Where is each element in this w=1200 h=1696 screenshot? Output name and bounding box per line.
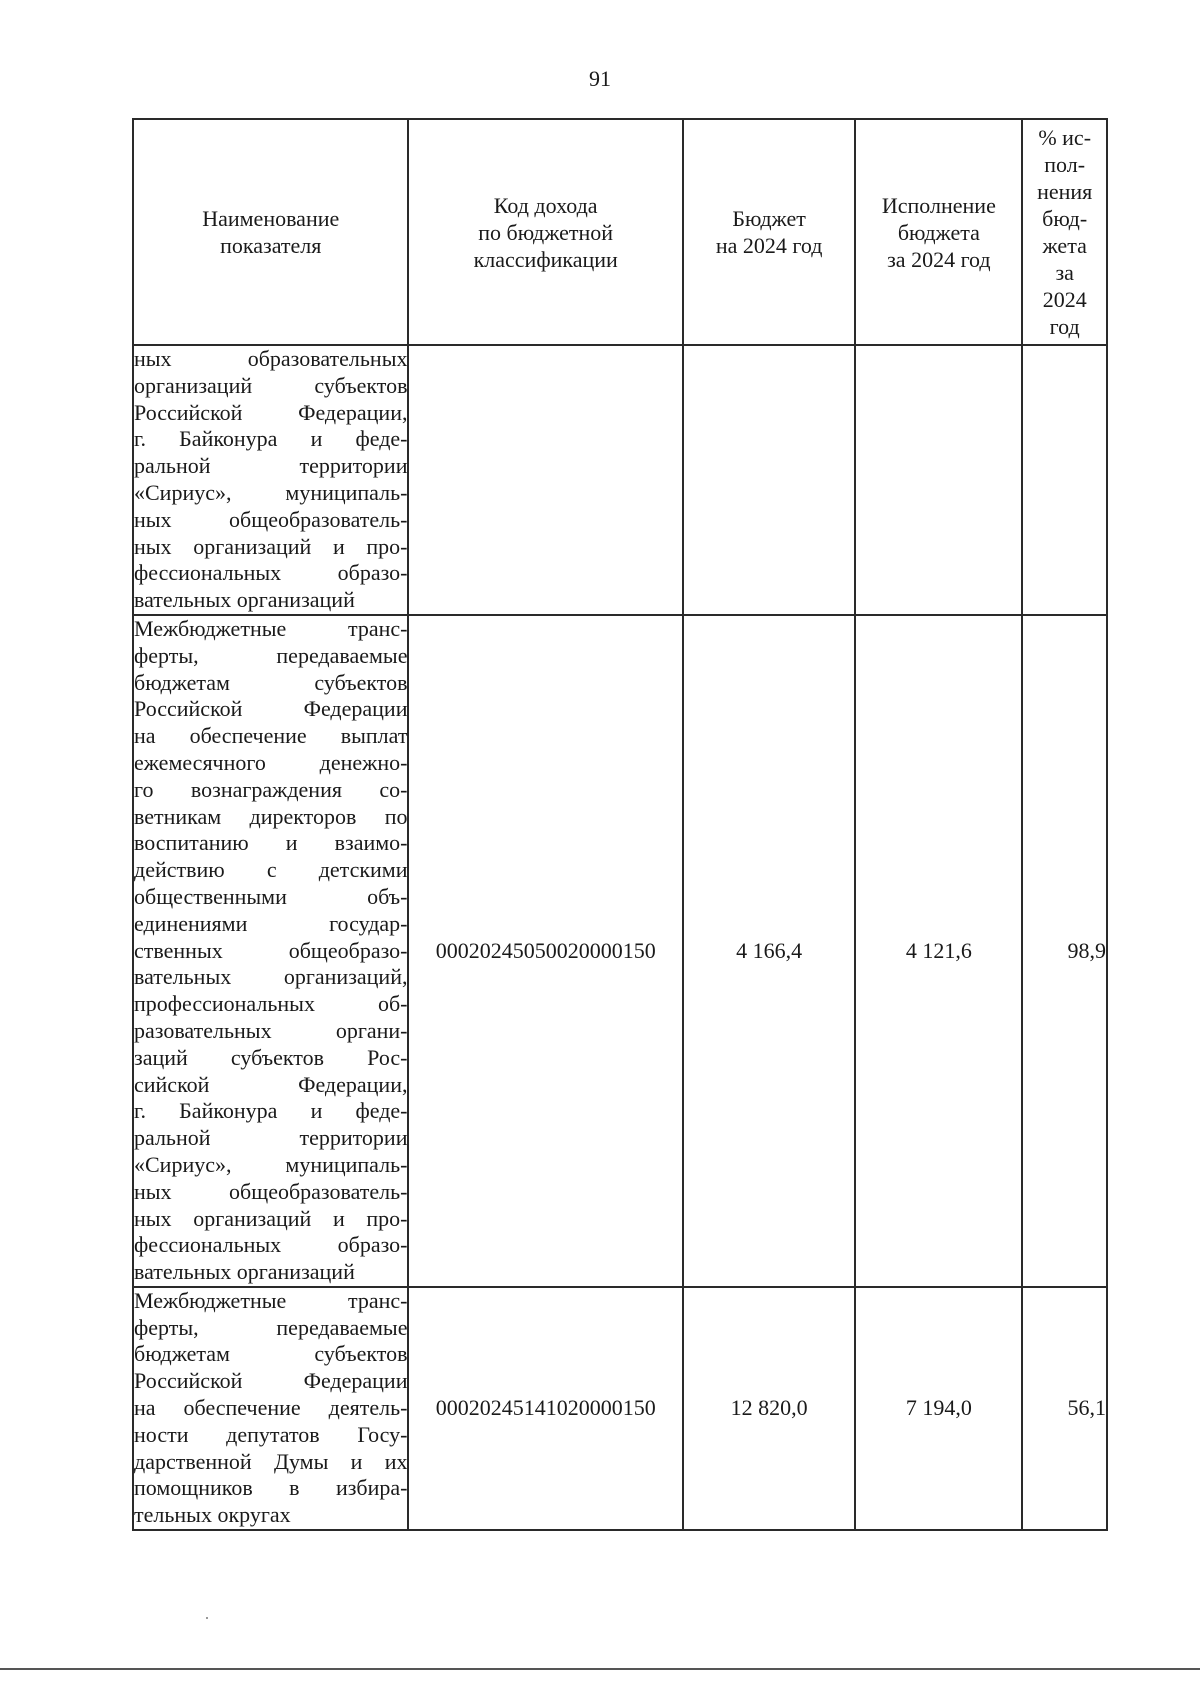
execution-2024 — [855, 345, 1022, 615]
indicator-name-line: г. Байконура и феде- — [134, 1098, 408, 1124]
indicator-name-line: ственных общеобразо- — [134, 937, 408, 963]
header-line: за 2024 год — [887, 246, 991, 272]
header-line: 2024 — [1042, 287, 1087, 312]
header-line: классификации — [473, 246, 618, 272]
indicator-name-line: заций субъектов Рос- — [134, 1044, 408, 1070]
indicator-name-line: Межбюджетные транс- — [134, 1287, 408, 1313]
header-line: пол- — [1044, 152, 1086, 177]
indicator-name-line: помощников в избира- — [134, 1475, 408, 1501]
header-line: % ис- — [1038, 125, 1092, 150]
indicator-name-line: бюджетам субъектов — [134, 1341, 408, 1367]
indicator-name-line: разовательных органи- — [134, 1017, 408, 1043]
budget-table — [132, 118, 1108, 1531]
indicator-name-line: организаций субъектов — [134, 372, 408, 398]
indicator-name-line: ности депутатов Госу- — [134, 1421, 408, 1447]
execution-2024: 7 194,0 — [855, 1287, 1022, 1530]
header-line: по бюджетной — [478, 219, 614, 245]
header-budget — [683, 119, 855, 345]
header-line: Бюджет — [732, 206, 806, 231]
budget-2024 — [683, 345, 855, 615]
indicator-name-line: профессиональных об- — [134, 991, 408, 1017]
header-line: Код дохода — [493, 192, 598, 218]
execution-percent: 98,9 — [1022, 615, 1107, 1287]
header-line: год — [1049, 314, 1080, 339]
indicator-name-line: ных образовательных — [134, 346, 408, 371]
indicator-name-line: Российской Федерации — [134, 696, 408, 722]
header-line: нения — [1037, 179, 1093, 204]
indicator-name — [133, 345, 408, 615]
indicator-name-line: ферты, передаваемые — [134, 1314, 408, 1340]
indicator-name-line: на обеспечение выплат — [134, 723, 408, 749]
indicator-name-line: вательных организаций — [134, 587, 355, 613]
execution-2024: 4 121,6 — [855, 615, 1022, 1287]
indicator-name — [133, 615, 408, 1287]
header-code — [408, 119, 682, 345]
indicator-name-line: го вознаграждения со- — [134, 776, 408, 802]
table-row — [133, 345, 1107, 615]
budget-2024: 12 820,0 — [683, 1287, 855, 1530]
indicator-name-line: Российской Федерации — [134, 1368, 408, 1394]
indicator-name-line: фессиональных образо- — [134, 1232, 408, 1258]
execution-percent — [1022, 345, 1107, 615]
indicator-name-line: единениями государ- — [134, 910, 408, 936]
indicator-name-line: ральной территории — [134, 1125, 408, 1151]
indicator-name-line: фессиональных образо- — [134, 560, 408, 586]
indicator-name — [133, 1287, 408, 1530]
header-line: Исполнение — [881, 192, 996, 218]
indicator-name-line: Российской Федерации, — [134, 399, 408, 425]
indicator-name-line: ежемесячного денежно- — [134, 749, 408, 775]
indicator-name-line: ных организаций и про- — [134, 1205, 408, 1231]
indicator-name-line: ных общеобразователь- — [134, 506, 408, 532]
page-number: 91 — [589, 66, 611, 91]
indicator-name-line: ных общеобразователь- — [134, 1178, 408, 1204]
header-line: показателя — [220, 233, 322, 258]
table-header-row — [133, 119, 1107, 345]
header-percent — [1022, 119, 1107, 345]
indicator-name-line: общественными объ- — [134, 883, 408, 909]
indicator-name-line: на обеспечение деятель- — [134, 1395, 408, 1421]
header-execution — [855, 119, 1022, 345]
revenue-code: 00020245141020000150 — [408, 1287, 682, 1530]
indicator-name-line: вательных организаций — [134, 1259, 355, 1285]
indicator-name-line: вательных организаций, — [134, 964, 408, 990]
indicator-name-line: сийской Федерации, — [134, 1071, 408, 1097]
execution-percent: 56,1 — [1022, 1287, 1107, 1530]
header-line: бюджета — [897, 219, 980, 245]
indicator-name-line: «Сириус», муниципаль- — [134, 479, 408, 505]
scan-speck — [206, 1617, 208, 1619]
indicator-name-line: Межбюджетные транс- — [134, 615, 408, 641]
bottom-rule — [0, 1668, 1200, 1670]
indicator-name-line: воспитанию и взаимо- — [134, 830, 408, 856]
header-line: на 2024 год — [715, 233, 823, 258]
indicator-name-line: ферты, передаваемые — [134, 642, 408, 668]
indicator-name-line: действию с детскими — [134, 857, 408, 883]
table-row — [133, 615, 1107, 1287]
indicator-name-line: г. Байконура и феде- — [134, 426, 408, 452]
indicator-name-line: ральной территории — [134, 453, 408, 479]
indicator-name-line: бюджетам субъектов — [134, 669, 408, 695]
header-line: Наименование — [202, 206, 340, 231]
indicator-name-line: «Сириус», муниципаль- — [134, 1151, 408, 1177]
indicator-name-line: дарственной Думы и их — [134, 1448, 408, 1474]
indicator-name-line: ных организаций и про- — [134, 533, 408, 559]
header-name — [133, 119, 408, 345]
indicator-name-line: тельных округах — [134, 1502, 291, 1528]
header-line: бюд- — [1042, 206, 1088, 231]
revenue-code — [408, 345, 682, 615]
header-line: жета — [1042, 233, 1087, 258]
table-row — [133, 1287, 1107, 1530]
header-line: за — [1055, 260, 1074, 285]
revenue-code: 00020245050020000150 — [408, 615, 682, 1287]
budget-2024: 4 166,4 — [683, 615, 855, 1287]
indicator-name-line: ветникам директоров по — [134, 803, 408, 829]
